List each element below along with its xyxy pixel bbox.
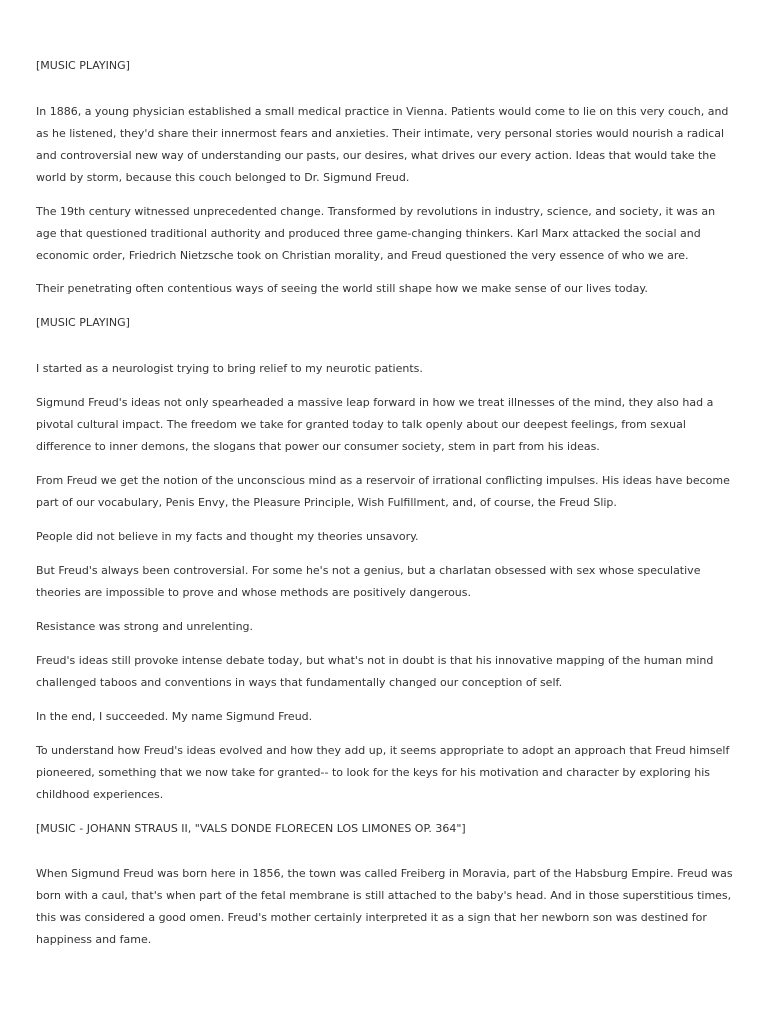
quote-resistance: Resistance was strong and unrelenting. — [36, 620, 254, 633]
quote-facts-unsavory: People did not believe in my facts and thought my theories unsavory. — [36, 530, 419, 543]
paragraph-cultural-impact: Sigmund Freud's ideas not only spearheaded a massive leap forward in how we treat illnesses of the mind, they also had a pivotal cultural impact. The freedom we take for granted today to talk openly about our deepest feelings, from sexual difference to inner demons, the slogans that power our consumer society, stem in part from his ideas. — [36, 396, 714, 453]
music-cue-second: [MUSIC PLAYING] — [36, 316, 130, 329]
music-cue-strauss: [MUSIC - JOHANN STRAUS II, "VALS DONDE FLORECEN LOS LIMONES OP. 364"] — [36, 822, 466, 835]
quote-succeeded: In the end, I succeeded. My name Sigmund Freud. — [36, 710, 313, 723]
paragraph-childhood-approach: To understand how Freud's ideas evolved and how they add up, it seems appropriate to adopt an approach that Freud himself pioneered, something that we now take for granted-- to look for the keys for his motivation and character by exploring his childhood experiences. — [36, 744, 730, 801]
paragraph-controversial: But Freud's always been controversial. For some he's not a genius, but a charlatan obsessed with sex whose speculative theories are impossible to prove and whose methods are positively dangerous. — [36, 564, 701, 599]
paragraph-19th-century: The 19th century witnessed unprecedented change. Transformed by revolutions in industry, science, and society, it was an age that questioned traditional authority and produced three game-changing thinkers. Karl Marx attacked the social and economic order, Friedrich Nietzsche took on Christian morality, and Freud questioned the very essence of who we are. — [36, 205, 716, 262]
music-cue-opening: [MUSIC PLAYING] — [36, 59, 130, 72]
paragraph-unconscious-mind: From Freud we get the notion of the unconscious mind as a reservoir of irrational conflicting impulses. His ideas have become part of our vocabulary, Penis Envy, the Pleasure Principle, Wish Fulfillment, and, of course, the Freud Slip. — [36, 474, 730, 509]
paragraph-penetrating-ways: Their penetrating often contentious ways of seeing the world still shape how we make sense of our lives today. — [36, 282, 648, 295]
paragraph-born-freiberg: When Sigmund Freud was born here in 1856, the town was called Freiberg in Moravia, part of the Habsburg Empire. Freud was born with a caul, that's when part of the fetal membrane is still attached to the baby's head. And in those superstitious times, this was considered a good omen. Freud's mother certainly interpreted it as a sign that her newborn son was destined for happiness and fame. — [36, 867, 733, 946]
paragraph-vienna-practice: In 1886, a young physician established a small medical practice in Vienna. Patients would come to lie on this very couch, and as he listened, they'd share their innermost fears and anxieties. Their intimate, very personal stories would nourish a radical and controversial new way of understanding our pasts, our desires, what drives our every action. Ideas that would take the world by storm, because this couch belonged to Dr. Sigmund Freud. — [36, 105, 729, 184]
quote-neurologist: I started as a neurologist trying to bring relief to my neurotic patients. — [36, 362, 423, 375]
paragraph-intense-debate: Freud's ideas still provoke intense debate today, but what's not in doubt is that his innovative mapping of the human mind challenged taboos and conventions in ways that fundamentally changed our conception of self. — [36, 654, 714, 689]
